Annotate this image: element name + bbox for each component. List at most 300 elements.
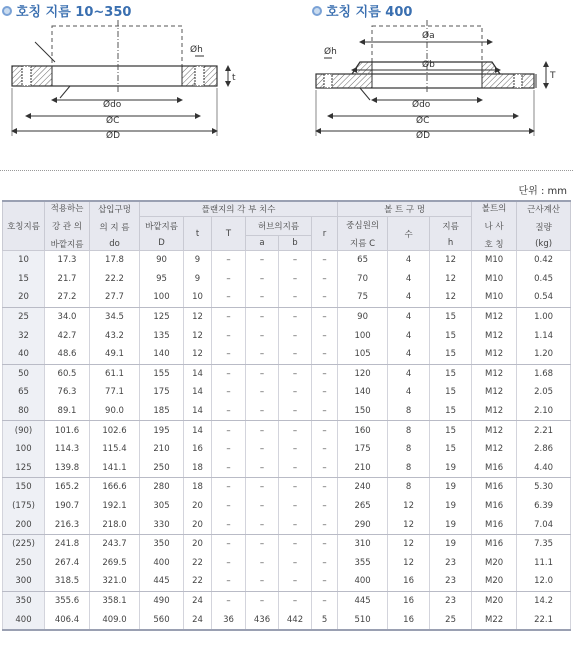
- table-cell: 120: [338, 364, 388, 383]
- table-cell: 4.40: [517, 459, 571, 478]
- table-cell: 1.14: [517, 326, 571, 345]
- table-cell: M10: [472, 270, 517, 289]
- table-cell: 436: [246, 610, 279, 630]
- th-insert-l2: 의 지 름: [99, 223, 130, 233]
- flange-drawings: [0, 0, 573, 170]
- table-cell: 5.30: [517, 478, 571, 497]
- table-cell: –: [212, 497, 246, 516]
- th-hole: [430, 217, 472, 251]
- table-cell: 400: [140, 554, 184, 573]
- table-cell: 16: [184, 440, 212, 459]
- dim-t-left: t: [232, 73, 236, 83]
- th-outer-l2: 강 관 의: [51, 222, 83, 232]
- table-cell: –: [312, 288, 338, 307]
- table-cell: 358.1: [90, 591, 140, 610]
- table-cell: 200: [3, 515, 45, 534]
- dim-b-right: Øb: [422, 60, 435, 70]
- table-cell: 101.6: [45, 421, 90, 440]
- table-cell: 20: [184, 534, 212, 553]
- th-a: a: [246, 235, 279, 251]
- table-cell: –: [312, 421, 338, 440]
- table-cell: –: [312, 478, 338, 497]
- table-cell: –: [279, 591, 312, 610]
- table-cell: 445: [140, 572, 184, 591]
- table-cell: 318.5: [45, 572, 90, 591]
- table-row: [3, 364, 571, 383]
- heading-right-text: 호칭 지름 400: [326, 5, 413, 20]
- table-cell: 4: [388, 251, 430, 270]
- th-bolt-hole: 볼 트 구 멍: [338, 201, 472, 217]
- table-cell: 280: [140, 478, 184, 497]
- table-cell: 20: [184, 515, 212, 534]
- table-cell: –: [212, 478, 246, 497]
- table-cell: 18: [184, 459, 212, 478]
- table-cell: –: [212, 534, 246, 553]
- th-weight-l2: 질량: [535, 223, 552, 233]
- table-cell: –: [246, 459, 279, 478]
- th-bolt: [472, 201, 517, 251]
- th-outer-d-l2: D: [158, 237, 165, 248]
- table-cell: –: [212, 515, 246, 534]
- table-cell: 80: [3, 402, 45, 421]
- table-cell: –: [312, 383, 338, 402]
- table-cell: 267.4: [45, 554, 90, 573]
- table-cell: M12: [472, 402, 517, 421]
- heading-left-text: 호칭 지름 10~350: [16, 5, 132, 20]
- table-cell: 115.4: [90, 440, 140, 459]
- dim-c-left: ØC: [106, 116, 120, 126]
- table-cell: 14: [184, 421, 212, 440]
- th-T: T: [212, 217, 246, 251]
- table-cell: 61.1: [90, 364, 140, 383]
- table-cell: (90): [3, 421, 45, 440]
- table-cell: M16: [472, 515, 517, 534]
- table-cell: M16: [472, 459, 517, 478]
- table-cell: 89.1: [45, 402, 90, 421]
- table-cell: 15: [3, 270, 45, 289]
- dim-d-right: ØD: [416, 131, 431, 141]
- table-cell: 290: [338, 515, 388, 534]
- table-cell: 50: [3, 364, 45, 383]
- table-cell: –: [212, 251, 246, 270]
- table-cell: –: [246, 288, 279, 307]
- th-outer-l3: 바깥지름: [50, 240, 84, 250]
- table-cell: 12: [430, 251, 472, 270]
- table-cell: –: [212, 270, 246, 289]
- table-cell: M12: [472, 421, 517, 440]
- table-cell: –: [212, 288, 246, 307]
- table-cell: 90: [338, 307, 388, 326]
- table-cell: 12: [388, 515, 430, 534]
- table-cell: 9: [184, 270, 212, 289]
- table-cell: 1.68: [517, 364, 571, 383]
- table-cell: 0.42: [517, 251, 571, 270]
- flange-spec-table: [2, 200, 571, 631]
- table-cell: 25: [430, 610, 472, 630]
- table-cell: 10: [184, 288, 212, 307]
- dim-h-left: Øh: [190, 45, 203, 55]
- table-cell: 175: [338, 440, 388, 459]
- table-cell: 8: [388, 421, 430, 440]
- table-cell: –: [212, 421, 246, 440]
- dim-do-right: Ødo: [412, 100, 431, 110]
- table-cell: 90: [140, 251, 184, 270]
- table-cell: 16: [388, 591, 430, 610]
- table-cell: –: [312, 307, 338, 326]
- table-cell: 5: [312, 610, 338, 630]
- table-cell: –: [279, 534, 312, 553]
- table-cell: 4: [388, 326, 430, 345]
- table-cell: 20: [3, 288, 45, 307]
- table-cell: 21.7: [45, 270, 90, 289]
- th-bolt-l2: 나 사: [484, 222, 504, 232]
- table-cell: –: [246, 421, 279, 440]
- table-cell: 305: [140, 497, 184, 516]
- table-cell: –: [279, 497, 312, 516]
- table-cell: 125: [140, 307, 184, 326]
- table-cell: 175: [140, 383, 184, 402]
- table-cell: 8: [388, 459, 430, 478]
- table-cell: –: [246, 478, 279, 497]
- table-cell: 210: [338, 459, 388, 478]
- table-cell: M12: [472, 364, 517, 383]
- dim-t-right: T: [550, 71, 556, 81]
- table-cell: 105: [338, 345, 388, 364]
- table-cell: 406.4: [45, 610, 90, 630]
- table-cell: –: [246, 572, 279, 591]
- table-cell: 185: [140, 402, 184, 421]
- table-cell: M12: [472, 383, 517, 402]
- table-cell: 2.10: [517, 402, 571, 421]
- table-cell: 77.1: [90, 383, 140, 402]
- table-cell: 150: [338, 402, 388, 421]
- table-cell: 155: [140, 364, 184, 383]
- table-cell: 141.1: [90, 459, 140, 478]
- th-outer: [45, 201, 90, 251]
- table-cell: 2.05: [517, 383, 571, 402]
- th-bolt-l1: 볼트의: [481, 204, 507, 214]
- th-weight-l3: (kg): [535, 239, 553, 249]
- table-cell: 445: [338, 591, 388, 610]
- table-cell: 15: [430, 383, 472, 402]
- table-cell: 190.7: [45, 497, 90, 516]
- table-cell: –: [246, 251, 279, 270]
- table-cell: 442: [279, 610, 312, 630]
- table-cell: –: [312, 534, 338, 553]
- table-row: [3, 326, 571, 345]
- table-cell: –: [212, 459, 246, 478]
- th-outer-d: [140, 217, 184, 251]
- table-cell: 192.1: [90, 497, 140, 516]
- table-cell: –: [212, 402, 246, 421]
- table-cell: M16: [472, 478, 517, 497]
- table-row: [3, 554, 571, 573]
- table-cell: –: [279, 459, 312, 478]
- table-cell: –: [312, 402, 338, 421]
- table-cell: 195: [140, 421, 184, 440]
- table-cell: M20: [472, 591, 517, 610]
- table-cell: 166.6: [90, 478, 140, 497]
- table-cell: 23: [430, 554, 472, 573]
- table-cell: 140: [140, 345, 184, 364]
- table-cell: 490: [140, 591, 184, 610]
- table-cell: 12: [184, 307, 212, 326]
- table-cell: 140: [338, 383, 388, 402]
- table-cell: 100: [338, 326, 388, 345]
- table-cell: 65: [338, 251, 388, 270]
- table-cell: –: [246, 270, 279, 289]
- table-cell: M12: [472, 326, 517, 345]
- table-cell: 24: [184, 591, 212, 610]
- table-cell: 12: [388, 554, 430, 573]
- table-cell: 76.3: [45, 383, 90, 402]
- th-t: t: [184, 217, 212, 251]
- table-cell: M20: [472, 572, 517, 591]
- th-r: r: [312, 217, 338, 251]
- th-bolt-l3: 호 칭: [484, 240, 504, 250]
- table-cell: 9: [184, 251, 212, 270]
- table-cell: 7.04: [517, 515, 571, 534]
- table-cell: –: [312, 554, 338, 573]
- table-cell: –: [246, 345, 279, 364]
- table-cell: 18: [184, 478, 212, 497]
- table-cell: 34.0: [45, 307, 90, 326]
- th-flange: 플랜지의 각 부 치수: [140, 201, 338, 217]
- table-row: [3, 515, 571, 534]
- table-cell: 240: [338, 478, 388, 497]
- table-cell: 102.6: [90, 421, 140, 440]
- table-cell: M22: [472, 610, 517, 630]
- table-cell: –: [312, 459, 338, 478]
- table-cell: 330: [140, 515, 184, 534]
- th-weight: [517, 201, 571, 251]
- table-cell: –: [212, 591, 246, 610]
- section-divider: [0, 170, 573, 171]
- table-cell: 4: [388, 383, 430, 402]
- table-cell: –: [279, 554, 312, 573]
- table-cell: 15: [430, 402, 472, 421]
- table-cell: 269.5: [90, 554, 140, 573]
- table-cell: 1.00: [517, 307, 571, 326]
- table-row: [3, 251, 571, 270]
- table-cell: 16: [388, 572, 430, 591]
- table-row: [3, 345, 571, 364]
- table-cell: 15: [430, 307, 472, 326]
- th-outer-l1: 적용하는: [50, 204, 84, 214]
- table-cell: M10: [472, 251, 517, 270]
- table-cell: 210: [140, 440, 184, 459]
- table-cell: 350: [140, 534, 184, 553]
- table-cell: –: [279, 515, 312, 534]
- table-cell: 25: [3, 307, 45, 326]
- table-cell: –: [279, 345, 312, 364]
- table-cell: 12: [430, 288, 472, 307]
- table-cell: 2.86: [517, 440, 571, 459]
- table-cell: M16: [472, 497, 517, 516]
- table-row: [3, 307, 571, 326]
- dim-d-left: ØD: [106, 131, 121, 141]
- table-cell: 355: [338, 554, 388, 573]
- table-cell: 4: [388, 288, 430, 307]
- table-cell: 22: [184, 572, 212, 591]
- th-pcd: [338, 217, 388, 251]
- table-cell: 43.2: [90, 326, 140, 345]
- table-cell: 36: [212, 610, 246, 630]
- table-cell: 17.3: [45, 251, 90, 270]
- table-cell: 15: [430, 345, 472, 364]
- table-cell: 250: [3, 554, 45, 573]
- table-cell: 12: [184, 326, 212, 345]
- table-body: [3, 251, 571, 630]
- table-cell: 300: [3, 572, 45, 591]
- table-cell: M12: [472, 440, 517, 459]
- flange-drawing-right: [316, 20, 556, 141]
- th-count: 수: [388, 217, 430, 251]
- table-cell: –: [246, 591, 279, 610]
- table-cell: –: [246, 534, 279, 553]
- table-cell: 400: [3, 610, 45, 630]
- table-cell: 22.2: [90, 270, 140, 289]
- table-cell: 100: [140, 288, 184, 307]
- table-cell: –: [246, 515, 279, 534]
- table-cell: 510: [338, 610, 388, 630]
- table-cell: 11.1: [517, 554, 571, 573]
- table-cell: 0.45: [517, 270, 571, 289]
- table-cell: 12: [184, 345, 212, 364]
- table-cell: 0.54: [517, 288, 571, 307]
- table-cell: 27.7: [90, 288, 140, 307]
- table-cell: –: [212, 326, 246, 345]
- table-cell: 48.6: [45, 345, 90, 364]
- table-cell: 310: [338, 534, 388, 553]
- th-pcd-l1: 중심원의: [346, 220, 379, 231]
- table-cell: 15: [430, 421, 472, 440]
- table-cell: 34.5: [90, 307, 140, 326]
- table-cell: 49.1: [90, 345, 140, 364]
- table-cell: –: [279, 572, 312, 591]
- table-cell: 4: [388, 364, 430, 383]
- table-cell: –: [212, 572, 246, 591]
- table-cell: 15: [430, 364, 472, 383]
- table-cell: 65: [3, 383, 45, 402]
- table-cell: 12.0: [517, 572, 571, 591]
- table-cell: 14: [184, 364, 212, 383]
- table-cell: 15: [430, 440, 472, 459]
- table-row: [3, 459, 571, 478]
- table-cell: 4: [388, 345, 430, 364]
- table-cell: 400: [338, 572, 388, 591]
- table-cell: –: [246, 326, 279, 345]
- th-nominal: 호칭지름: [3, 201, 45, 251]
- flange-drawing-left: [12, 20, 236, 141]
- table-cell: –: [279, 478, 312, 497]
- table-cell: 4: [388, 307, 430, 326]
- table-cell: –: [212, 440, 246, 459]
- table-cell: 75: [338, 288, 388, 307]
- th-pcd-l2: 지름 C: [350, 238, 376, 249]
- table-cell: M10: [472, 288, 517, 307]
- table-cell: 20: [184, 497, 212, 516]
- table-cell: 321.0: [90, 572, 140, 591]
- table-cell: 17.8: [90, 251, 140, 270]
- th-insert: [90, 201, 140, 251]
- table-cell: –: [312, 440, 338, 459]
- th-weight-l1: 근사계산: [527, 205, 560, 215]
- th-insert-l1: 삽입구멍: [98, 205, 131, 215]
- dim-c-right: ØC: [416, 116, 430, 126]
- table-cell: –: [212, 345, 246, 364]
- table-cell: 355.6: [45, 591, 90, 610]
- table-cell: –: [279, 326, 312, 345]
- table-cell: 19: [430, 515, 472, 534]
- table-row: [3, 572, 571, 591]
- table-cell: 139.8: [45, 459, 90, 478]
- table-cell: –: [246, 554, 279, 573]
- dim-a-right: Øa: [422, 31, 435, 41]
- unit-label: 단위 : mm: [518, 186, 567, 197]
- table-cell: 16: [388, 610, 430, 630]
- table-cell: –: [246, 307, 279, 326]
- table-cell: –: [246, 497, 279, 516]
- table-cell: 24: [184, 610, 212, 630]
- table-cell: 32: [3, 326, 45, 345]
- table-cell: 409.0: [90, 610, 140, 630]
- table-cell: 125: [3, 459, 45, 478]
- table-cell: 60.5: [45, 364, 90, 383]
- table-cell: 350: [3, 591, 45, 610]
- table-cell: 8: [388, 478, 430, 497]
- table-cell: 4: [388, 270, 430, 289]
- table-cell: 10: [3, 251, 45, 270]
- table-cell: 14.2: [517, 591, 571, 610]
- table-cell: 22: [184, 554, 212, 573]
- table-cell: 12: [430, 270, 472, 289]
- table-row: [3, 478, 571, 497]
- table-cell: –: [212, 554, 246, 573]
- table-cell: (175): [3, 497, 45, 516]
- table-cell: –: [279, 307, 312, 326]
- table-cell: 70: [338, 270, 388, 289]
- table-cell: 15: [430, 326, 472, 345]
- table-cell: –: [212, 307, 246, 326]
- table-cell: 250: [140, 459, 184, 478]
- th-hub: 허브의지름: [246, 217, 312, 236]
- table-cell: 14: [184, 402, 212, 421]
- table-cell: 218.0: [90, 515, 140, 534]
- table-cell: 95: [140, 270, 184, 289]
- table-cell: –: [279, 270, 312, 289]
- table-cell: 114.3: [45, 440, 90, 459]
- table-cell: –: [246, 440, 279, 459]
- table-cell: 216.3: [45, 515, 90, 534]
- th-outer-d-l1: 바깥지름: [145, 221, 178, 232]
- table-cell: M12: [472, 345, 517, 364]
- table-cell: –: [312, 515, 338, 534]
- table-row: [3, 402, 571, 421]
- table-cell: (225): [3, 534, 45, 553]
- th-b: b: [279, 235, 312, 251]
- table-cell: –: [312, 497, 338, 516]
- table-cell: –: [246, 402, 279, 421]
- table-cell: 160: [338, 421, 388, 440]
- table-cell: 2.21: [517, 421, 571, 440]
- table-row: [3, 270, 571, 289]
- table-cell: –: [312, 345, 338, 364]
- table-cell: –: [312, 364, 338, 383]
- table-cell: –: [279, 402, 312, 421]
- table-cell: –: [279, 440, 312, 459]
- table-cell: –: [312, 251, 338, 270]
